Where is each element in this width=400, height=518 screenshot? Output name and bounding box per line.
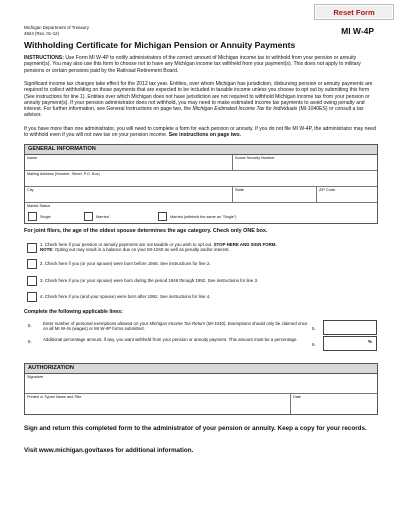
zip-label: ZIP Code	[319, 188, 335, 192]
authorization-section	[24, 363, 378, 415]
line-3-text: 3. Check here if you (or your spouse) were born during the period 1946 through 1952. See instructions for line 3.	[40, 278, 259, 283]
line-4-checkbox[interactable]	[27, 292, 37, 302]
authorization-heading: AUTHORIZATION	[25, 364, 377, 374]
signature-label: Signature	[27, 375, 44, 379]
general-information-section	[24, 144, 378, 224]
line-1-checkbox[interactable]	[27, 243, 37, 253]
instructions-label: INSTRUCTIONS:	[24, 55, 64, 61]
sign-return-instruction: Sign and return this completed form to the administrator of your pension or annuity. Keep a copy for your records.	[24, 425, 367, 432]
mi1040es-title: Michigan Estimated Income Tax for Individuals	[192, 106, 298, 113]
line-1-number: 1.	[40, 242, 44, 247]
agency-name: Michigan Department of Treasury	[24, 25, 89, 30]
married-single-rate-label: Married (withhold the same as "Single")	[170, 214, 237, 219]
line-1-note: Opting out may result in a balance due on your MI-1040 as well as penalty and/or interest.	[54, 247, 230, 253]
line-6-number: 6.	[28, 339, 32, 344]
mailing-address-field[interactable]	[25, 171, 377, 186]
mailing-address-label: Mailing Address (Number, Street, P.O. Box)	[27, 172, 100, 176]
percent-sign: %	[368, 339, 372, 344]
line-6-ref: 6.	[312, 342, 316, 347]
date-label: Date	[293, 395, 302, 399]
married-checkbox[interactable]	[84, 212, 93, 221]
city-field[interactable]	[25, 187, 233, 202]
joint-filers-note: For joint filers, the age of the oldest spouse determines the age category. Check only ONE box.	[24, 228, 268, 234]
zip-field[interactable]	[317, 187, 377, 202]
instructions-paragraph	[24, 55, 376, 74]
line-6-text: Additional percentage amount, if any, you want withheld from your pension or annuity payment. This amount must be a percentage.	[43, 337, 298, 342]
line-5-ref: 5.	[312, 326, 316, 331]
instructions-text: Use Form MI W-4P to notify administrators of the correct amount of Michigan income tax to withhold from your pension or annuity payment(s). You may also use this form to choose not to have any Michigan income tax withheld from your payment(s). This does not apply to military pensions or certain pensions paid by the Railroad Retirement Board.	[24, 55, 361, 74]
line-5-number: 5.	[28, 323, 32, 328]
ssn-field[interactable]	[233, 155, 377, 170]
married-label: Married	[96, 214, 109, 219]
page-title: Withholding Certificate for Michigan Pension or Annuity Payments	[24, 40, 296, 50]
line-1-note-label: NOTE:	[40, 247, 54, 253]
line-2-checkbox[interactable]	[27, 259, 37, 269]
agency-block	[24, 25, 89, 37]
line-1-description: Check here if your pension or annuity payments are not taxable or you wish to opt out.	[44, 242, 213, 247]
visit-website-line: Visit www.michigan.gov/taxes for additional information.	[24, 447, 194, 454]
tax-changes-paragraph	[24, 81, 376, 119]
printed-name-field[interactable]	[25, 394, 291, 414]
single-label: Single	[40, 214, 51, 219]
marital-status-row	[25, 203, 377, 225]
line-5-description-tail: (MI-1040). Exemptions should only be claimed once on all MI W-4s (wages) or MI W-4P forms submitted.	[43, 321, 308, 332]
ssn-label: Social Security Number	[235, 156, 275, 160]
line-1-stop-note: STOP HERE AND SIGN FORM.	[213, 242, 277, 247]
line-5-text	[43, 321, 309, 331]
line-2-text: 2. Check here if you (or your spouse) were born before 1946. See instructions for line 2.	[40, 261, 211, 266]
line-1-text	[40, 242, 340, 252]
name-label: Name	[27, 156, 38, 160]
see-instructions-note: See instructions on page two.	[168, 132, 241, 139]
name-field[interactable]	[25, 155, 233, 170]
printed-name-label: Printed or Typed Name and Title	[27, 395, 82, 399]
single-checkbox[interactable]	[28, 212, 37, 221]
line-3-checkbox[interactable]	[27, 276, 37, 286]
general-information-heading: GENERAL INFORMATION	[25, 145, 377, 155]
signature-field[interactable]	[25, 374, 377, 393]
mi1040-title: Michigan Income Tax Return	[149, 321, 206, 326]
date-field[interactable]	[291, 394, 377, 414]
line-5-description: Enter number of personal exemptions allowed on your	[43, 321, 149, 326]
tax-changes-text: Significant income tax changes take effect for the 2012 tax year. Entities, over whom Michigan has jurisdiction, disbursing pension or annuity payments are required to collect withholding on those payments that are expected to be included in taxable income unless you choose to opt out by submitting this form (See instructions for line 1). Entities over which Michigan does not have jurisdiction are not required to withhold Michigan income tax from your pension or annuity payment(s). If your pension administrator does not withhold, you may need to make estimated income tax payments to avoid owing penalty and interest. For further information, see General Instructions on page two, the	[24, 81, 373, 113]
married-single-rate-checkbox[interactable]	[158, 212, 167, 221]
line-4-text: 4. Check here if you (and your spouse) were born after 1952. See instructions for line 4.	[40, 294, 211, 299]
state-field[interactable]	[233, 187, 317, 202]
marital-status-label: Marital Status	[27, 204, 51, 208]
state-label: State	[235, 188, 244, 192]
complete-lines-heading: Complete the following applicable lines:	[24, 309, 123, 315]
reset-form-button[interactable]: Reset Form	[314, 4, 394, 20]
multiple-admin-paragraph	[24, 126, 376, 139]
form-id: MI W-4P	[341, 26, 374, 36]
tax-changes-tail: (MI-1040ES) or consult a tax advisor.	[24, 106, 364, 119]
multiple-admin-text: If you have more than one administrator, you will need to complete a form for each pension or annuity. If you do not file MI W-4P, the administrator may need to withhold even if you will not owe tax on your pension income.	[24, 126, 376, 139]
city-label: City	[27, 188, 34, 192]
line-5-input[interactable]	[323, 320, 377, 335]
form-code: 4924 (Rev. 01-12)	[24, 31, 60, 36]
